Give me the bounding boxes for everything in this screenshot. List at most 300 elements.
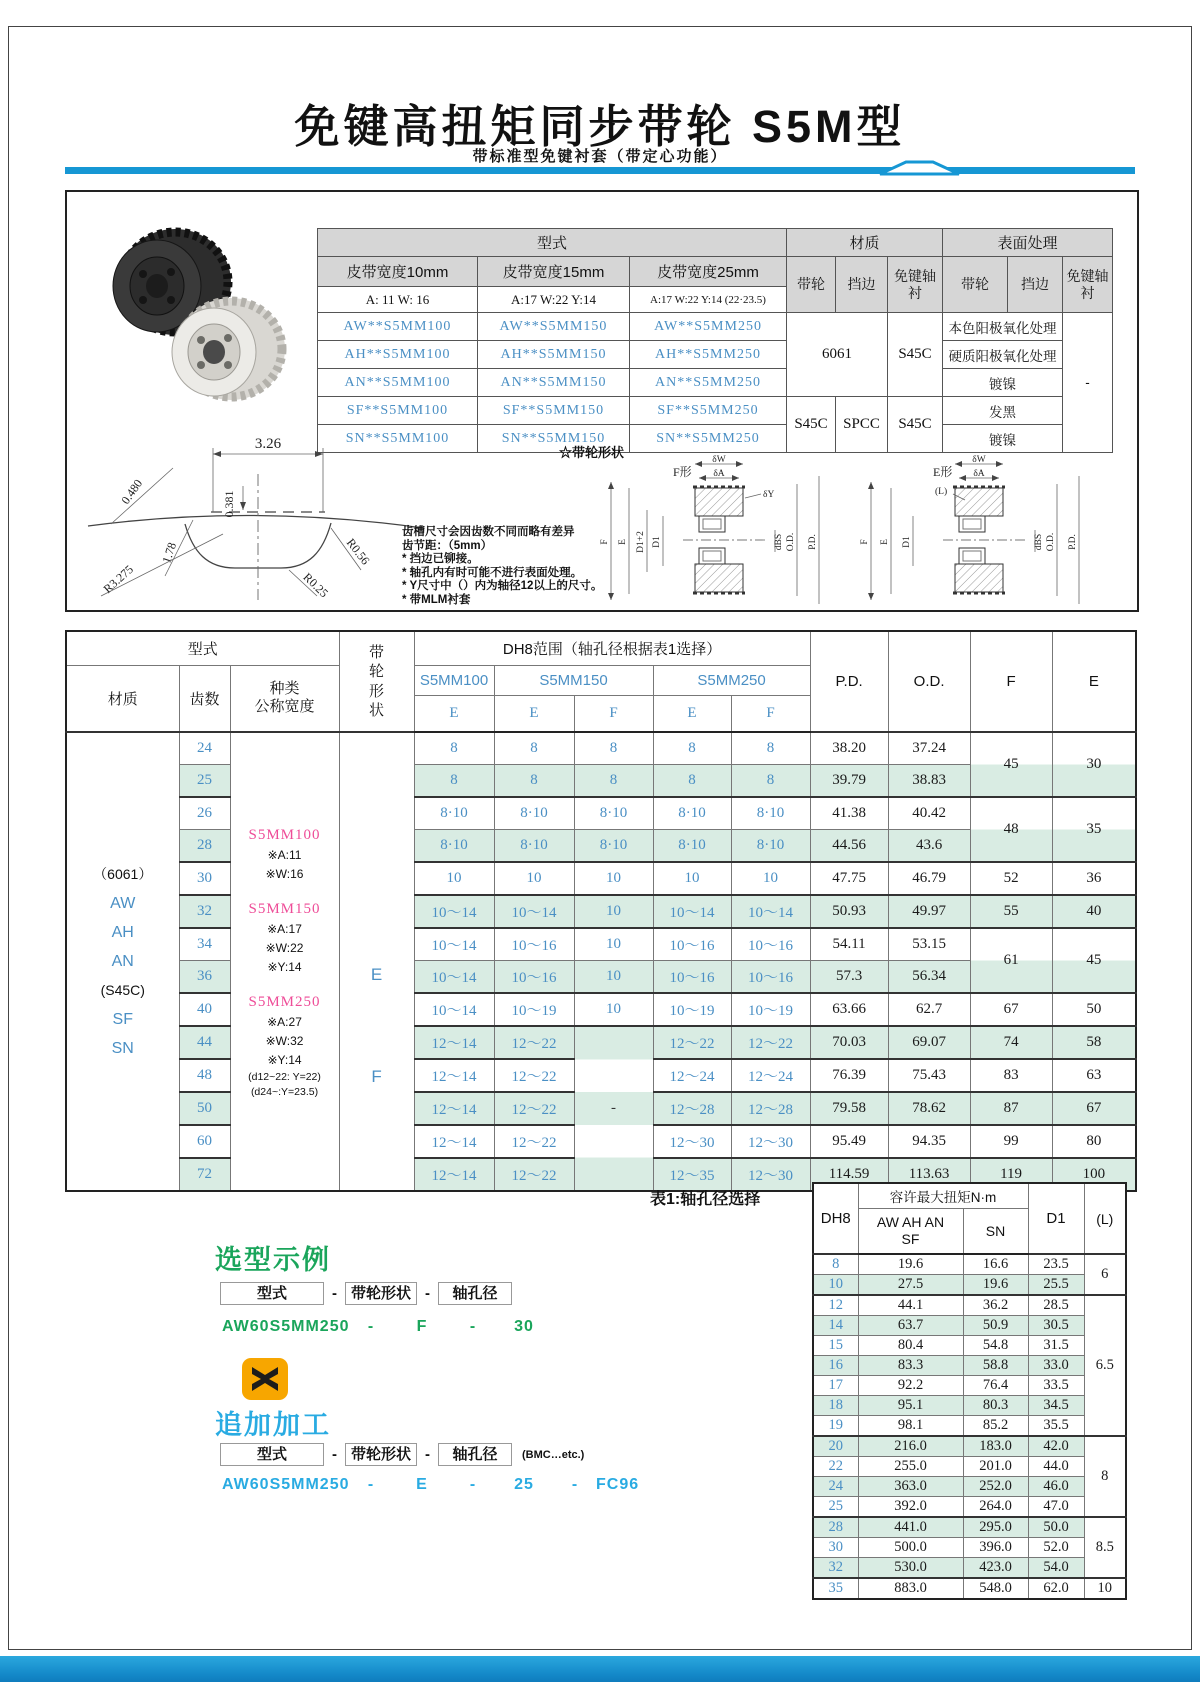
bore-range-cell: 10	[574, 993, 653, 1026]
model-material-table	[317, 228, 1113, 453]
bore-range-cell: 10	[494, 862, 574, 895]
torque-group1-line2: SF	[901, 1231, 920, 1247]
type-width-cell	[230, 732, 339, 1191]
model-number: SF**S5MM100	[318, 397, 478, 425]
teeth-cell: 50	[179, 1092, 230, 1125]
header-torque-group1	[858, 1209, 963, 1255]
teeth-cell: 60	[179, 1125, 230, 1158]
bore-range-cell: 8·10	[574, 830, 653, 863]
header-type-width	[230, 665, 339, 732]
od-cell: 46.79	[888, 862, 970, 895]
header-belt-width-10: 皮带宽度10mm	[318, 257, 478, 287]
d1-cell: 47.0	[1028, 1497, 1084, 1518]
od-cell: 49.97	[888, 895, 970, 928]
e-section-drawing	[855, 454, 1105, 609]
formula-box-shape: 带轮形状	[345, 1443, 417, 1466]
dim-od: O.D.	[786, 532, 796, 552]
bore-range-cell: 12～14	[414, 1092, 494, 1125]
model-number: AN**S5MM250	[630, 369, 787, 397]
example-separator: -	[469, 1318, 477, 1335]
bore-range-cell: 12～24	[731, 1059, 810, 1092]
od-cell: 75.43	[888, 1059, 970, 1092]
bore-range-cell: 8	[574, 732, 653, 765]
dim-tooth-width: 3.26	[254, 436, 282, 452]
formula-dash: -	[332, 1285, 337, 1302]
bore-range-cell: 8	[653, 732, 731, 765]
bore-range-cell: 12～22	[494, 1158, 574, 1191]
header-dh8: DH8	[813, 1183, 858, 1254]
pd-cell: 50.93	[810, 895, 888, 928]
teeth-cell: 30	[179, 862, 230, 895]
torque-sn-cell: 423.0	[963, 1558, 1028, 1579]
model-number: AN**S5MM150	[478, 369, 630, 397]
e-cell: 45	[1052, 928, 1136, 993]
bore-range-cell: 10～16	[731, 928, 810, 961]
material-spcc: SPCC	[836, 397, 888, 453]
f-cell: 67	[970, 993, 1052, 1026]
torque-sn-cell: 201.0	[963, 1457, 1028, 1477]
teeth-cell: 40	[179, 993, 230, 1026]
example-model: AW60S5MM250	[222, 1476, 350, 1493]
type-item: (d24~:Y=23.5)	[250, 1085, 319, 1098]
bore-range-cell: 10～14	[494, 895, 574, 928]
header-surf-flange: 挡边	[1008, 257, 1063, 313]
dim-radius1: R3.275	[100, 562, 137, 596]
model-number: AN**S5MM100	[318, 369, 478, 397]
blue-rule	[65, 160, 1135, 178]
dh8-cell: 10	[813, 1275, 858, 1296]
selection-formula	[220, 1282, 512, 1305]
l-cell: 6.5	[1084, 1295, 1126, 1436]
d1-cell: 50.0	[1028, 1517, 1084, 1538]
tooth-profile-drawing	[73, 424, 433, 604]
dh8-cell: 18	[813, 1396, 858, 1416]
pd-cell: 57.3	[810, 961, 888, 994]
header-f: F	[970, 631, 1052, 732]
torque-sn-cell: 50.9	[963, 1316, 1028, 1336]
shape-f-label: F	[371, 1066, 382, 1086]
model-number: AW**S5MM250	[630, 313, 787, 341]
od-cell: 56.34	[888, 961, 970, 994]
bore-selection-table	[812, 1182, 1127, 1600]
dh8-cell: 16	[813, 1356, 858, 1376]
torque-sn-cell: 548.0	[963, 1578, 1028, 1599]
dim-pd: P.D.	[1068, 534, 1078, 550]
product-photo	[83, 204, 313, 406]
example-separator: -	[571, 1476, 579, 1493]
bottom-blue-band	[0, 1656, 1200, 1682]
formula-box-shape: 带轮形状	[345, 1282, 417, 1305]
dim-od: O.D.	[1046, 532, 1056, 552]
torque-aw-cell: 500.0	[858, 1538, 963, 1558]
note-line: * 带MLM衬套	[402, 593, 471, 606]
additional-formula	[220, 1443, 584, 1466]
torque-aw-cell: 392.0	[858, 1497, 963, 1518]
torque-aw-cell: 441.0	[858, 1517, 963, 1538]
header-surf-bushing: 免键轴衬	[1063, 257, 1113, 313]
bore-range-cell: 8·10	[414, 797, 494, 830]
surface-treatment: 本色阳极氧化处理	[943, 313, 1063, 341]
model-number: AH**S5MM150	[478, 341, 630, 369]
dh8-cell: 20	[813, 1436, 858, 1457]
f-cell: 119	[970, 1158, 1052, 1191]
pulley-shape-title: ☆带轮形状	[559, 445, 625, 460]
bore-range-cell: 8·10	[731, 797, 810, 830]
bore-range-cell: 10	[574, 961, 653, 994]
note-line: 齿槽尺寸会因齿数不同而略有差异	[402, 526, 575, 538]
type-item: ※Y:14	[267, 1052, 302, 1067]
torque-sn-cell: 183.0	[963, 1436, 1028, 1457]
dim-l: (L)	[935, 487, 948, 497]
pd-cell: 95.49	[810, 1125, 888, 1158]
header-type-line2: 公称宽度	[254, 698, 315, 716]
note-line: * Y尺寸中（）内为轴径12以上的尺寸。	[402, 580, 603, 592]
teeth-cell: 28	[179, 830, 230, 863]
bore-range-cell: 10～14	[731, 895, 810, 928]
torque-aw-cell: 44.1	[858, 1295, 963, 1316]
d1-cell: 35.5	[1028, 1416, 1084, 1437]
header-s5mm150: S5MM150	[494, 665, 653, 695]
type-item: ※W:16	[265, 866, 304, 881]
header-bore-f: F	[574, 695, 653, 732]
pd-cell: 76.39	[810, 1059, 888, 1092]
bore-range-cell: 8	[494, 765, 574, 798]
f-cell: 61	[970, 928, 1052, 993]
note-line: 齿节距：（5mm）	[402, 539, 493, 552]
selection-example-code	[222, 1318, 554, 1336]
material-cell	[66, 732, 179, 1191]
torque-aw-cell: 83.3	[858, 1356, 963, 1376]
bore-range-cell: 8	[414, 765, 494, 798]
formula-box-model: 型式	[220, 1443, 324, 1466]
dim-pd: P.D.	[808, 534, 818, 550]
e-cell: 58	[1052, 1026, 1136, 1059]
header-mat-bushing: 免键轴衬	[888, 257, 943, 313]
header-bore-e: E	[494, 695, 574, 732]
surface-treatment: 硬质阳极氧化处理	[943, 341, 1063, 369]
l-cell: 8	[1084, 1436, 1126, 1517]
header-surf-pulley: 带轮	[943, 257, 1008, 313]
dim-tooth-depth2: 0.381	[222, 490, 236, 518]
dim-e: E	[618, 539, 628, 545]
bore-range-cell: 8	[414, 732, 494, 765]
dh8-cell: 19	[813, 1416, 858, 1437]
torque-aw-cell: 363.0	[858, 1477, 963, 1497]
bore-range-cell: 8·10	[574, 797, 653, 830]
torque-aw-cell: 255.0	[858, 1457, 963, 1477]
bore-range-cell: 10	[574, 862, 653, 895]
f-cell: 74	[970, 1026, 1052, 1059]
d1-cell: 46.0	[1028, 1477, 1084, 1497]
header-bore-e: E	[653, 695, 731, 732]
table1-body	[813, 1254, 1126, 1599]
dim-delta-w: δW	[712, 455, 726, 465]
dim-radius3: R0.25	[300, 570, 332, 601]
overview-section	[65, 190, 1139, 612]
torque-sn-cell: 76.4	[963, 1376, 1028, 1396]
main-spec-table	[65, 630, 1137, 1192]
d1-cell: 31.5	[1028, 1336, 1084, 1356]
header-type-line1: 种类	[269, 680, 300, 698]
dim-radius2: R0.56	[343, 535, 373, 568]
bore-range-cell: 12～22	[494, 1059, 574, 1092]
example-separator: -	[367, 1476, 375, 1493]
model-number: AW**S5MM100	[318, 313, 478, 341]
pd-cell: 47.75	[810, 862, 888, 895]
type-item: S5MM150	[248, 900, 321, 917]
model-number: SF**S5MM150	[478, 397, 630, 425]
belt-dims-25: A:17 W:22 Y:14 (22·23.5)	[630, 287, 787, 313]
formula-box-bore: 轴孔径	[438, 1443, 512, 1466]
bore-range-cell: 8·10	[494, 830, 574, 863]
example-bore: 30	[514, 1318, 534, 1335]
header-d1: D1	[1028, 1183, 1084, 1254]
pulley-shape-cell	[339, 732, 414, 1191]
d1-cell: 30.5	[1028, 1316, 1084, 1336]
bore-range-cell: 12～30	[731, 1158, 810, 1191]
bore-range-cell: 10～19	[653, 993, 731, 1026]
dim-d1: D1	[902, 536, 912, 548]
model-number: SN**S5MM150	[478, 425, 630, 453]
header-mat-flange: 挡边	[836, 257, 888, 313]
bore-range-cell: 12～22	[494, 1125, 574, 1158]
od-cell: 113.63	[888, 1158, 970, 1191]
teeth-cell: 25	[179, 765, 230, 798]
bore-range-cell: 12～14	[414, 1158, 494, 1191]
type-item: ※A:11	[267, 847, 302, 862]
model-number: SF**S5MM250	[630, 397, 787, 425]
example-shape: E	[416, 1476, 428, 1493]
surface-treatment: 镀镍	[943, 369, 1063, 397]
header-e: E	[1052, 631, 1136, 732]
model-number: SN**S5MM250	[630, 425, 787, 453]
dim-dbs: dBS	[774, 533, 784, 551]
f-cell: 99	[970, 1125, 1052, 1158]
e-section-label: E形	[933, 465, 953, 479]
bore-range-cell: 12～22	[494, 1026, 574, 1059]
dim-delta-y: δY	[763, 490, 775, 500]
dh8-cell: 22	[813, 1457, 858, 1477]
pd-cell: 70.03	[810, 1026, 888, 1059]
e-cell: 40	[1052, 895, 1136, 928]
bore-range-cell: 10～16	[494, 928, 574, 961]
dh8-cell: 35	[813, 1578, 858, 1599]
header-dh8-range: DH8范围（轴孔径根据表1选择）	[414, 631, 810, 665]
dh8-cell: 24	[813, 1477, 858, 1497]
f-cell: 83	[970, 1059, 1052, 1092]
type-item: (d12~22: Y=22)	[248, 1070, 321, 1083]
bore-range-cell: 10～16	[653, 961, 731, 994]
f-cell: 87	[970, 1092, 1052, 1125]
formula-box-bore: 轴孔径	[438, 1282, 512, 1305]
e-cell: 50	[1052, 993, 1136, 1026]
teeth-cell: 48	[179, 1059, 230, 1092]
od-cell: 40.42	[888, 797, 970, 830]
d1-cell: 23.5	[1028, 1254, 1084, 1275]
torque-aw-cell: 92.2	[858, 1376, 963, 1396]
type-item: S5MM250	[248, 993, 321, 1010]
belt-dims-10: A: 11 W: 16	[318, 287, 478, 313]
torque-aw-cell: 95.1	[858, 1396, 963, 1416]
e-cell: 36	[1052, 862, 1136, 895]
od-cell: 38.83	[888, 765, 970, 798]
bore-range-cell: 10	[574, 895, 653, 928]
header-material: 材质	[66, 665, 179, 732]
bore-range-cell: 10～16	[494, 961, 574, 994]
od-cell: 37.24	[888, 732, 970, 765]
material-s45c: S45C	[787, 397, 836, 453]
bore-range-cell: 12～28	[653, 1092, 731, 1125]
bore-range-cell: 12～30	[653, 1125, 731, 1158]
pd-cell: 44.56	[810, 830, 888, 863]
model-number: AH**S5MM100	[318, 341, 478, 369]
dh8-cell: 15	[813, 1336, 858, 1356]
material-item: (S45C)	[100, 982, 145, 998]
teeth-cell: 72	[179, 1158, 230, 1191]
bore-range-cell: 8·10	[653, 830, 731, 863]
header-pulley-shape	[339, 631, 414, 732]
bore-range-cell: 12～22	[731, 1026, 810, 1059]
torque-aw-cell: 63.7	[858, 1316, 963, 1336]
f-cell: 55	[970, 895, 1052, 928]
torque-sn-cell: 80.3	[963, 1396, 1028, 1416]
bore-range-cell: 12～14	[414, 1026, 494, 1059]
material-item: AN	[111, 953, 134, 970]
d1-cell: 33.0	[1028, 1356, 1084, 1376]
bore-range-cell: 12～30	[731, 1125, 810, 1158]
type-item: ※W:22	[265, 940, 304, 955]
e-cell: 35	[1052, 797, 1136, 862]
bore-range-cell: 12～14	[414, 1125, 494, 1158]
example-bore: 25	[514, 1476, 534, 1493]
dim-delta-w: δW	[972, 455, 986, 465]
bore-range-cell: 12～14	[414, 1059, 494, 1092]
formula-box-model: 型式	[220, 1282, 324, 1305]
pd-cell: 39.79	[810, 765, 888, 798]
header-mat-pulley: 带轮	[787, 257, 836, 313]
header-belt-width-15: 皮带宽度15mm	[478, 257, 630, 287]
shape-e-label: E	[370, 964, 383, 984]
l-cell: 10	[1084, 1578, 1126, 1599]
bore-range-cell: 10	[574, 928, 653, 961]
dim-e: E	[880, 539, 890, 545]
teeth-cell: 44	[179, 1026, 230, 1059]
dh8-cell: 32	[813, 1558, 858, 1579]
dim-tooth-depth1: 0.480	[118, 476, 146, 507]
teeth-cell: 24	[179, 732, 230, 765]
pd-cell: 114.59	[810, 1158, 888, 1191]
example-shape: F	[416, 1318, 428, 1335]
page-subtitle: 带标准型免键衬套（带定心功能）	[472, 148, 728, 165]
f-section-drawing	[595, 454, 845, 609]
teeth-cell: 34	[179, 928, 230, 961]
torque-group1-line1: AW AH AN	[876, 1214, 945, 1231]
d1-cell: 62.0	[1028, 1578, 1084, 1599]
dh8-cell: 25	[813, 1497, 858, 1518]
page-title: 免键高扭矩同步带轮 S5M型	[294, 101, 906, 152]
bore-range-cell: 8	[731, 732, 810, 765]
header-torque-sn: SN	[963, 1209, 1028, 1255]
bore-range-cell: 10～16	[731, 961, 810, 994]
type-item: ※W:32	[265, 1033, 304, 1048]
torque-sn-cell: 85.2	[963, 1416, 1028, 1437]
header-od: O.D.	[888, 631, 970, 732]
bore-range-cell: 12～22	[653, 1026, 731, 1059]
e-cell: 80	[1052, 1125, 1136, 1158]
example-separator: -	[367, 1318, 375, 1335]
bore-range-cell: 8	[653, 765, 731, 798]
bore-range-cell: 12～28	[731, 1092, 810, 1125]
bore-range-cell: 10～19	[731, 993, 810, 1026]
dim-delta-a: δA	[973, 469, 985, 479]
additional-example-code	[222, 1476, 639, 1494]
od-cell: 43.6	[888, 830, 970, 863]
bore-range-cell: 12～24	[653, 1059, 731, 1092]
dim-delta-a: δA	[713, 469, 725, 479]
teeth-cell: 36	[179, 961, 230, 994]
example-material-code: FC96	[596, 1476, 640, 1493]
formula-dash: -	[332, 1446, 337, 1463]
e-cell: 100	[1052, 1158, 1136, 1191]
torque-sn-cell: 54.8	[963, 1336, 1028, 1356]
bore-dash-cell: -	[574, 1026, 653, 1191]
torque-aw-cell: 19.6	[858, 1254, 963, 1275]
model-number: SN**S5MM100	[318, 425, 478, 453]
material-bushing-s45c: S45C	[888, 313, 943, 397]
od-cell: 53.15	[888, 928, 970, 961]
note-line: * 挡边已铆接。	[402, 553, 479, 565]
bore-range-cell: 8	[731, 765, 810, 798]
bore-range-cell: 10	[653, 862, 731, 895]
header-s5mm100: S5MM100	[414, 665, 494, 695]
material-item: AH	[111, 924, 134, 941]
torque-sn-cell: 36.2	[963, 1295, 1028, 1316]
header-max-torque: 容许最大扭矩N·m	[858, 1183, 1028, 1209]
header-teeth: 齿数	[179, 665, 230, 732]
material-6061: 6061	[787, 313, 888, 397]
model-number: AW**S5MM150	[478, 313, 630, 341]
f-cell: 45	[970, 732, 1052, 797]
torque-sn-cell: 58.8	[963, 1356, 1028, 1376]
bore-range-cell: 12～35	[653, 1158, 731, 1191]
bore-range-cell: 10～14	[653, 895, 731, 928]
table1-caption: 表1:轴孔径选择	[650, 1191, 761, 1208]
e-cell: 67	[1052, 1092, 1136, 1125]
pd-cell: 38.20	[810, 732, 888, 765]
formula-dash: -	[425, 1446, 430, 1463]
bore-range-cell: 10～14	[414, 895, 494, 928]
bore-range-cell: 10～16	[653, 928, 731, 961]
torque-sn-cell: 252.0	[963, 1477, 1028, 1497]
header-surface: 表面处理	[943, 229, 1113, 257]
header-model: 型式	[66, 631, 339, 665]
header-model-type: 型式	[318, 229, 787, 257]
bore-range-cell: 8	[494, 732, 574, 765]
bore-range-cell: 8	[574, 765, 653, 798]
dh8-cell: 14	[813, 1316, 858, 1336]
material-bushing-s45c: S45C	[888, 397, 943, 453]
l-cell: 8.5	[1084, 1517, 1126, 1578]
d1-cell: 54.0	[1028, 1558, 1084, 1579]
header-pd: P.D.	[810, 631, 888, 732]
dim-f: F	[860, 539, 870, 545]
e-cell: 63	[1052, 1059, 1136, 1092]
header-l: (L)	[1084, 1183, 1126, 1254]
bore-range-cell: 8·10	[494, 797, 574, 830]
dim-tooth-height: 1.78	[159, 540, 180, 565]
header-bore-f: F	[731, 695, 810, 732]
torque-aw-cell: 80.4	[858, 1336, 963, 1356]
